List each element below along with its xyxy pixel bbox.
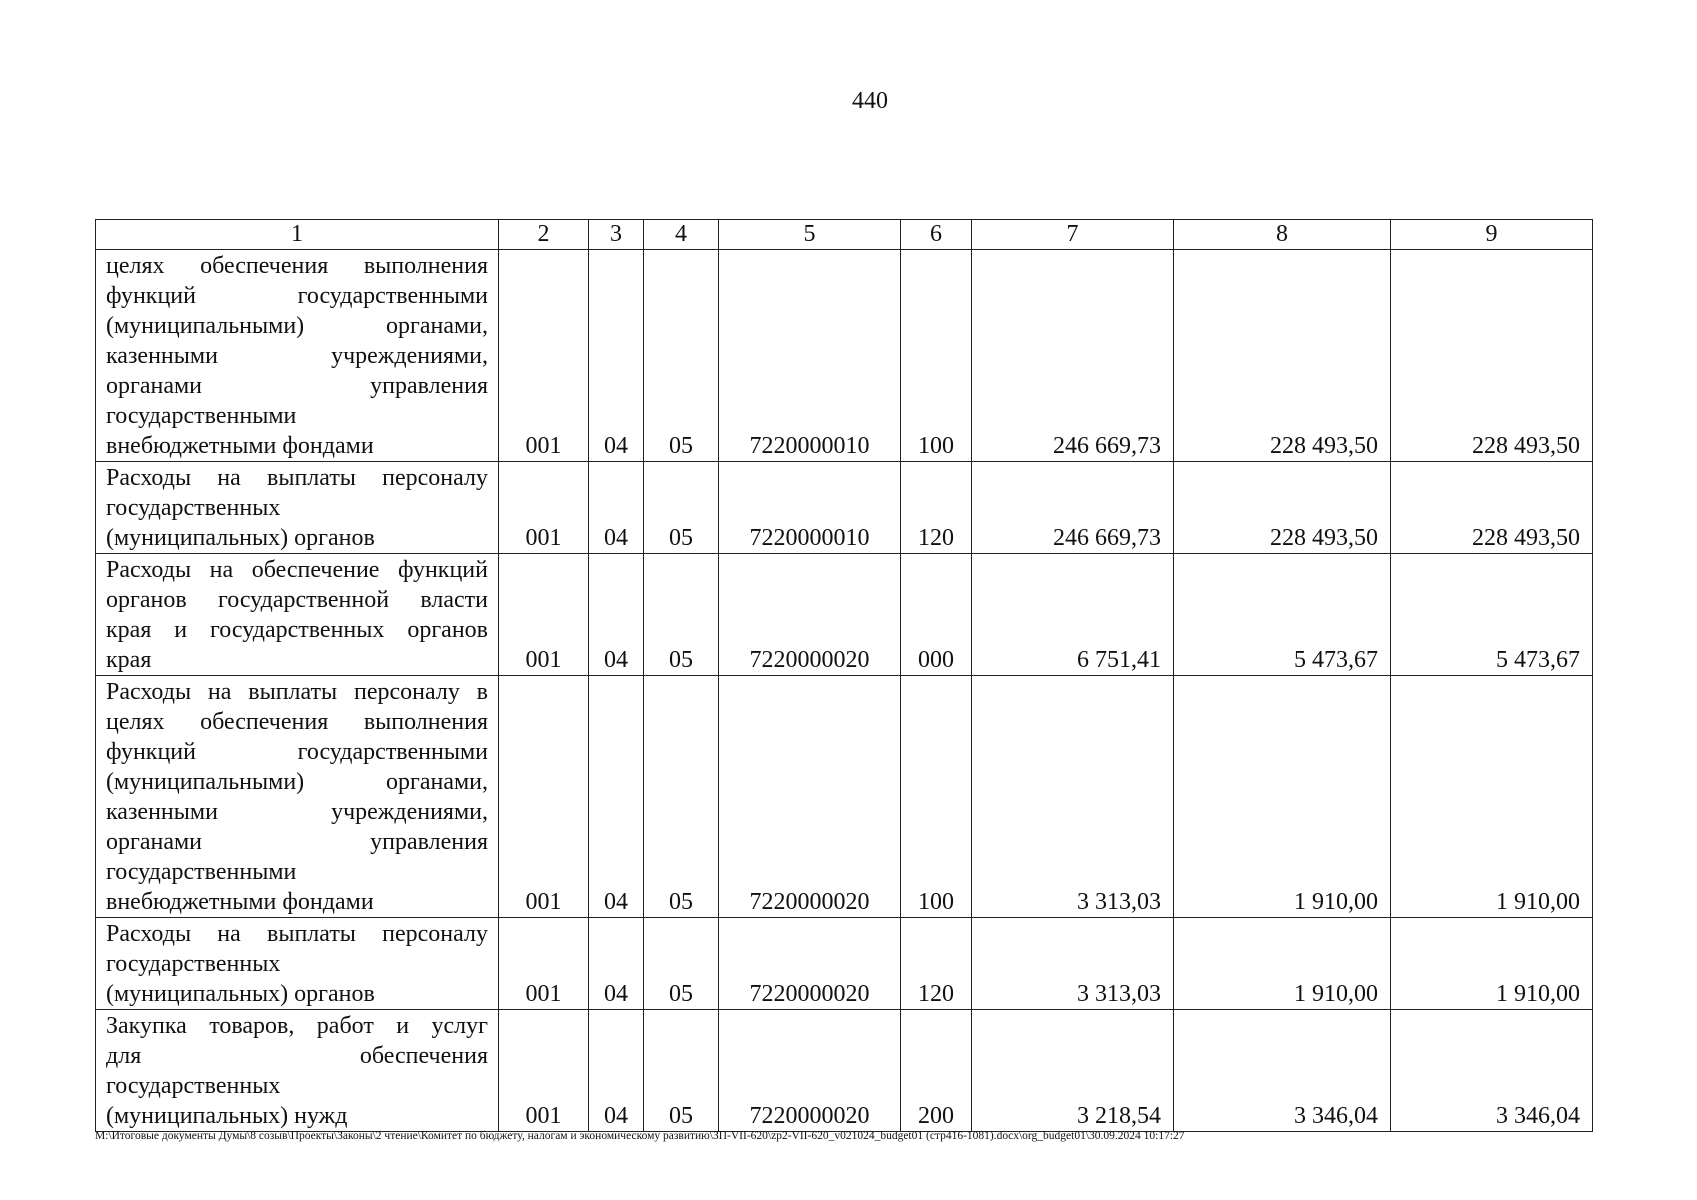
description-line: государственных (106, 495, 281, 521)
amount-cell: 228 493,50 (1391, 250, 1593, 462)
target-article-cell: 7220000020 (719, 918, 901, 1010)
column-header: 3 (589, 220, 644, 250)
column-header: 7 (972, 220, 1174, 250)
amount-cell: 1 910,00 (1174, 918, 1391, 1010)
description-line: для обеспечения (106, 1043, 488, 1069)
amount-cell: 1 910,00 (1391, 676, 1593, 918)
description-line: органами управления (106, 829, 488, 855)
amount-cell: 228 493,50 (1391, 462, 1593, 554)
amount-cell: 228 493,50 (1174, 250, 1391, 462)
description-line: края (106, 647, 152, 673)
section-code-cell: 04 (589, 462, 644, 554)
subsection-code-cell: 05 (644, 918, 719, 1010)
target-article-cell: 7220000020 (719, 676, 901, 918)
description-line: (муниципальными) органами, (106, 313, 488, 339)
description-line: функций государственными (106, 283, 488, 309)
table-row (96, 554, 1593, 676)
section-code-cell: 04 (589, 918, 644, 1010)
column-header: 6 (901, 220, 972, 250)
description-line: казенными учреждениями, (106, 799, 488, 825)
table-row (96, 918, 1593, 1010)
section-code-cell: 04 (589, 676, 644, 918)
table-row (96, 250, 1593, 462)
amount-cell: 5 473,67 (1174, 554, 1391, 676)
description-line: Расходы на обеспечение функций (106, 557, 488, 583)
column-header: 1 (96, 220, 499, 250)
expense-description (96, 676, 499, 918)
amount-cell: 1 910,00 (1391, 918, 1593, 1010)
description-line: (муниципальными) органами, (106, 769, 488, 795)
subsection-code-cell: 05 (644, 676, 719, 918)
subsection-code-cell: 05 (644, 250, 719, 462)
expense-description (96, 918, 499, 1010)
description-line: (муниципальных) нужд (106, 1103, 348, 1129)
amount-cell: 5 473,67 (1391, 554, 1593, 676)
description-line: Расходы на выплаты персоналу (106, 921, 488, 947)
column-header: 9 (1391, 220, 1593, 250)
target-article-cell: 7220000010 (719, 462, 901, 554)
description-line: Расходы на выплаты персоналу (106, 465, 488, 491)
expense-description (96, 554, 499, 676)
subsection-code-cell: 05 (644, 462, 719, 554)
section-code-cell: 04 (589, 1010, 644, 1132)
admin-code-cell: 001 (499, 250, 589, 462)
target-article-cell: 7220000020 (719, 1010, 901, 1132)
column-header: 4 (644, 220, 719, 250)
amount-cell: 3 313,03 (972, 676, 1174, 918)
subsection-code-cell: 05 (644, 554, 719, 676)
description-line: Расходы на выплаты персоналу в (106, 679, 488, 705)
column-header: 8 (1174, 220, 1391, 250)
expense-type-cell: 100 (901, 676, 972, 918)
expense-description (96, 1010, 499, 1132)
expense-description (96, 250, 499, 462)
section-code-cell: 04 (589, 554, 644, 676)
description-line: казенными учреждениями, (106, 343, 488, 369)
description-line: целях обеспечения выполнения (106, 253, 488, 279)
description-line: органов государственной власти (106, 587, 488, 613)
description-line: (муниципальных) органов (106, 981, 375, 1007)
column-header: 2 (499, 220, 589, 250)
column-header: 5 (719, 220, 901, 250)
amount-cell: 246 669,73 (972, 462, 1174, 554)
description-line: Закупка товаров, работ и услуг (106, 1013, 488, 1039)
admin-code-cell: 001 (499, 676, 589, 918)
description-line: края и государственных органов (106, 617, 488, 643)
amount-cell: 228 493,50 (1174, 462, 1391, 554)
expense-type-cell: 120 (901, 918, 972, 1010)
file-path-footer: М:\Итоговые документы Думы\8 созыв\Проекты\Законы\2 чтение\Комитет по бюджету, налогам и экономическому развитию\ЗП-VII-620\zp2-VII-620_v021024_budget01 (стр416-1081).docx\org_budget01\30.09.2024 10:17:27 (95, 1130, 1185, 1142)
admin-code-cell: 001 (499, 462, 589, 554)
target-article-cell: 7220000010 (719, 250, 901, 462)
expense-description (96, 462, 499, 554)
description-line: государственных (106, 1073, 281, 1099)
admin-code-cell: 001 (499, 554, 589, 676)
description-line: государственных (106, 951, 281, 977)
description-line: функций государственными (106, 739, 488, 765)
amount-cell: 3 218,54 (972, 1010, 1174, 1132)
expense-type-cell: 100 (901, 250, 972, 462)
amount-cell: 3 313,03 (972, 918, 1174, 1010)
description-line: (муниципальных) органов (106, 525, 375, 551)
admin-code-cell: 001 (499, 918, 589, 1010)
subsection-code-cell: 05 (644, 1010, 719, 1132)
amount-cell: 3 346,04 (1174, 1010, 1391, 1132)
table-row (96, 1010, 1593, 1132)
section-code-cell: 04 (589, 250, 644, 462)
budget-table (95, 219, 1593, 1132)
target-article-cell: 7220000020 (719, 554, 901, 676)
amount-cell: 6 751,41 (972, 554, 1174, 676)
description-line: внебюджетными фондами (106, 433, 374, 459)
amount-cell: 1 910,00 (1174, 676, 1391, 918)
expense-type-cell: 200 (901, 1010, 972, 1132)
description-line: государственными (106, 859, 297, 885)
amount-cell: 246 669,73 (972, 250, 1174, 462)
description-line: целях обеспечения выполнения (106, 709, 488, 735)
table-row (96, 676, 1593, 918)
expense-type-cell: 120 (901, 462, 972, 554)
description-line: государственными (106, 403, 297, 429)
description-line: внебюджетными фондами (106, 889, 374, 915)
expense-type-cell: 000 (901, 554, 972, 676)
amount-cell: 3 346,04 (1391, 1010, 1593, 1132)
page-number: 440 (852, 88, 888, 114)
table-row (96, 462, 1593, 554)
table-header-row (96, 220, 1593, 250)
description-line: органами управления (106, 373, 488, 399)
admin-code-cell: 001 (499, 1010, 589, 1132)
